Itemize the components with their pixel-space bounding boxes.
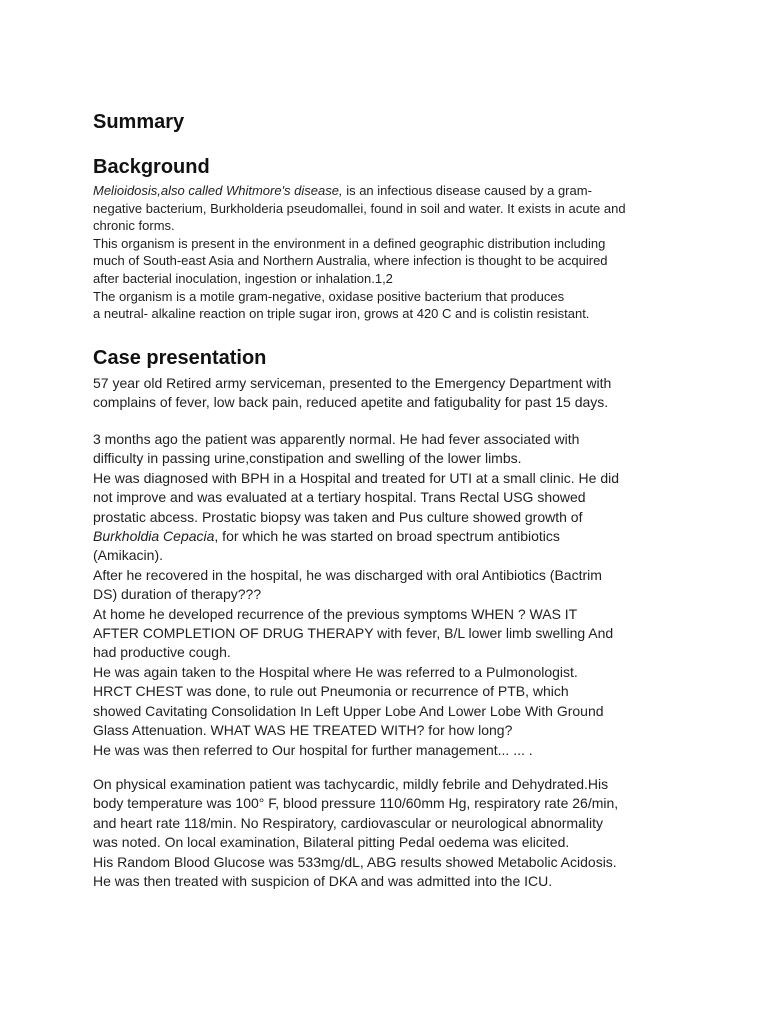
text-line: He was was then referred to Our hospital for further management... ... . bbox=[93, 741, 533, 758]
text-line: complains of fever, low back pain, reduced apetite and fatigubality for past 15 days. bbox=[93, 394, 609, 411]
text-line: The organism is a motile gram-negative, oxidase positive bacterium that produces bbox=[93, 288, 565, 304]
text-line: On physical examination patient was tachycardic, mildly febrile and Dehydrated.His bbox=[93, 776, 609, 792]
text-line: DS) duration of therapy??? bbox=[93, 586, 262, 603]
case-paragraph-1 bbox=[93, 374, 693, 413]
case-paragraph-3 bbox=[93, 775, 693, 891]
text-line: 3 months ago the patient was apparently normal. He had fever associated with bbox=[93, 431, 580, 447]
text-line bbox=[93, 527, 693, 546]
background-heading: Background bbox=[93, 156, 210, 178]
text-line: He was again taken to the Hospital where He was referred to a Pulmonologist. bbox=[93, 663, 578, 680]
text-line: chronic forms. bbox=[93, 218, 175, 234]
text-line: Glass Attenuation. WHAT WAS HE TREATED WITH? for how long? bbox=[93, 722, 513, 739]
italic-organism: Burkholdia Cepacia bbox=[93, 528, 215, 545]
italic-term: Melioidosis,also called Whitmore's disease, bbox=[93, 183, 343, 198]
text-line: not improve and was evaluated at a tertiary hospital. Trans Rectal USG showed bbox=[93, 489, 586, 506]
text-line: difficulty in passing urine,constipation and swelling of the lower limbs. bbox=[93, 450, 522, 467]
case-presentation-heading: Case presentation bbox=[93, 347, 267, 369]
text-line: This organism is present in the environment in a defined geographic distribution including bbox=[93, 235, 606, 251]
text-line: and heart rate 118/min. No Respiratory, cardiovascular or neurological abnormality bbox=[93, 814, 603, 831]
text-span: , for which he was started on broad spectrum antibiotics bbox=[214, 528, 560, 545]
case-paragraph-2 bbox=[93, 430, 693, 760]
text-line: At home he developed recurrence of the previous symptoms WHEN ? WAS IT bbox=[93, 605, 578, 622]
text-line: body temperature was 100° F, blood pressure 110/60mm Hg, respiratory rate 26/min, bbox=[93, 795, 619, 812]
text-line: a neutral- alkaline reaction on triple sugar iron, grows at 420 C and is colistin resistant. bbox=[93, 306, 590, 322]
text-line: He was diagnosed with BPH in a Hospital and treated for UTI at a small clinic. He did bbox=[93, 469, 620, 486]
text-line bbox=[93, 182, 693, 200]
text-line: showed Cavitating Consolidation In Left Upper Lobe And Lower Lobe With Ground bbox=[93, 702, 604, 719]
text-line: AFTER COMPLETION OF DRUG THERAPY with fever, B/L lower limb swelling And bbox=[93, 625, 614, 642]
text-line: HRCT CHEST was done, to rule out Pneumonia or recurrence of PTB, which bbox=[93, 683, 569, 700]
text-span: is an infectious disease caused by a gram- bbox=[342, 183, 592, 198]
text-line: prostatic abcess. Prostatic biopsy was taken and Pus culture showed growth of bbox=[93, 508, 583, 525]
text-line: (Amikacin). bbox=[93, 547, 164, 564]
text-line: 57 year old Retired army serviceman, presented to the Emergency Department with bbox=[93, 375, 612, 391]
text-line: was noted. On local examination, Bilateral pitting Pedal oedema was elicited. bbox=[93, 834, 570, 851]
text-line: He was then treated with suspicion of DKA and was admitted into the ICU. bbox=[93, 873, 553, 890]
text-line: negative bacterium, Burkholderia pseudomallei, found in soil and water. It exists in acute and bbox=[93, 200, 626, 216]
text-line: much of South-east Asia and Northern Australia, where infection is thought to be acquired bbox=[93, 253, 608, 269]
summary-heading: Summary bbox=[93, 111, 185, 133]
text-line: His Random Blood Glucose was 533mg/dL, ABG results showed Metabolic Acidosis. bbox=[93, 853, 617, 870]
text-line: After he recovered in the hospital, he was discharged with oral Antibiotics (Bactrim bbox=[93, 566, 602, 583]
background-paragraph bbox=[93, 182, 693, 323]
text-line: had productive cough. bbox=[93, 644, 231, 661]
text-line: after bacterial inoculation, ingestion or inhalation.1,2 bbox=[93, 270, 393, 286]
